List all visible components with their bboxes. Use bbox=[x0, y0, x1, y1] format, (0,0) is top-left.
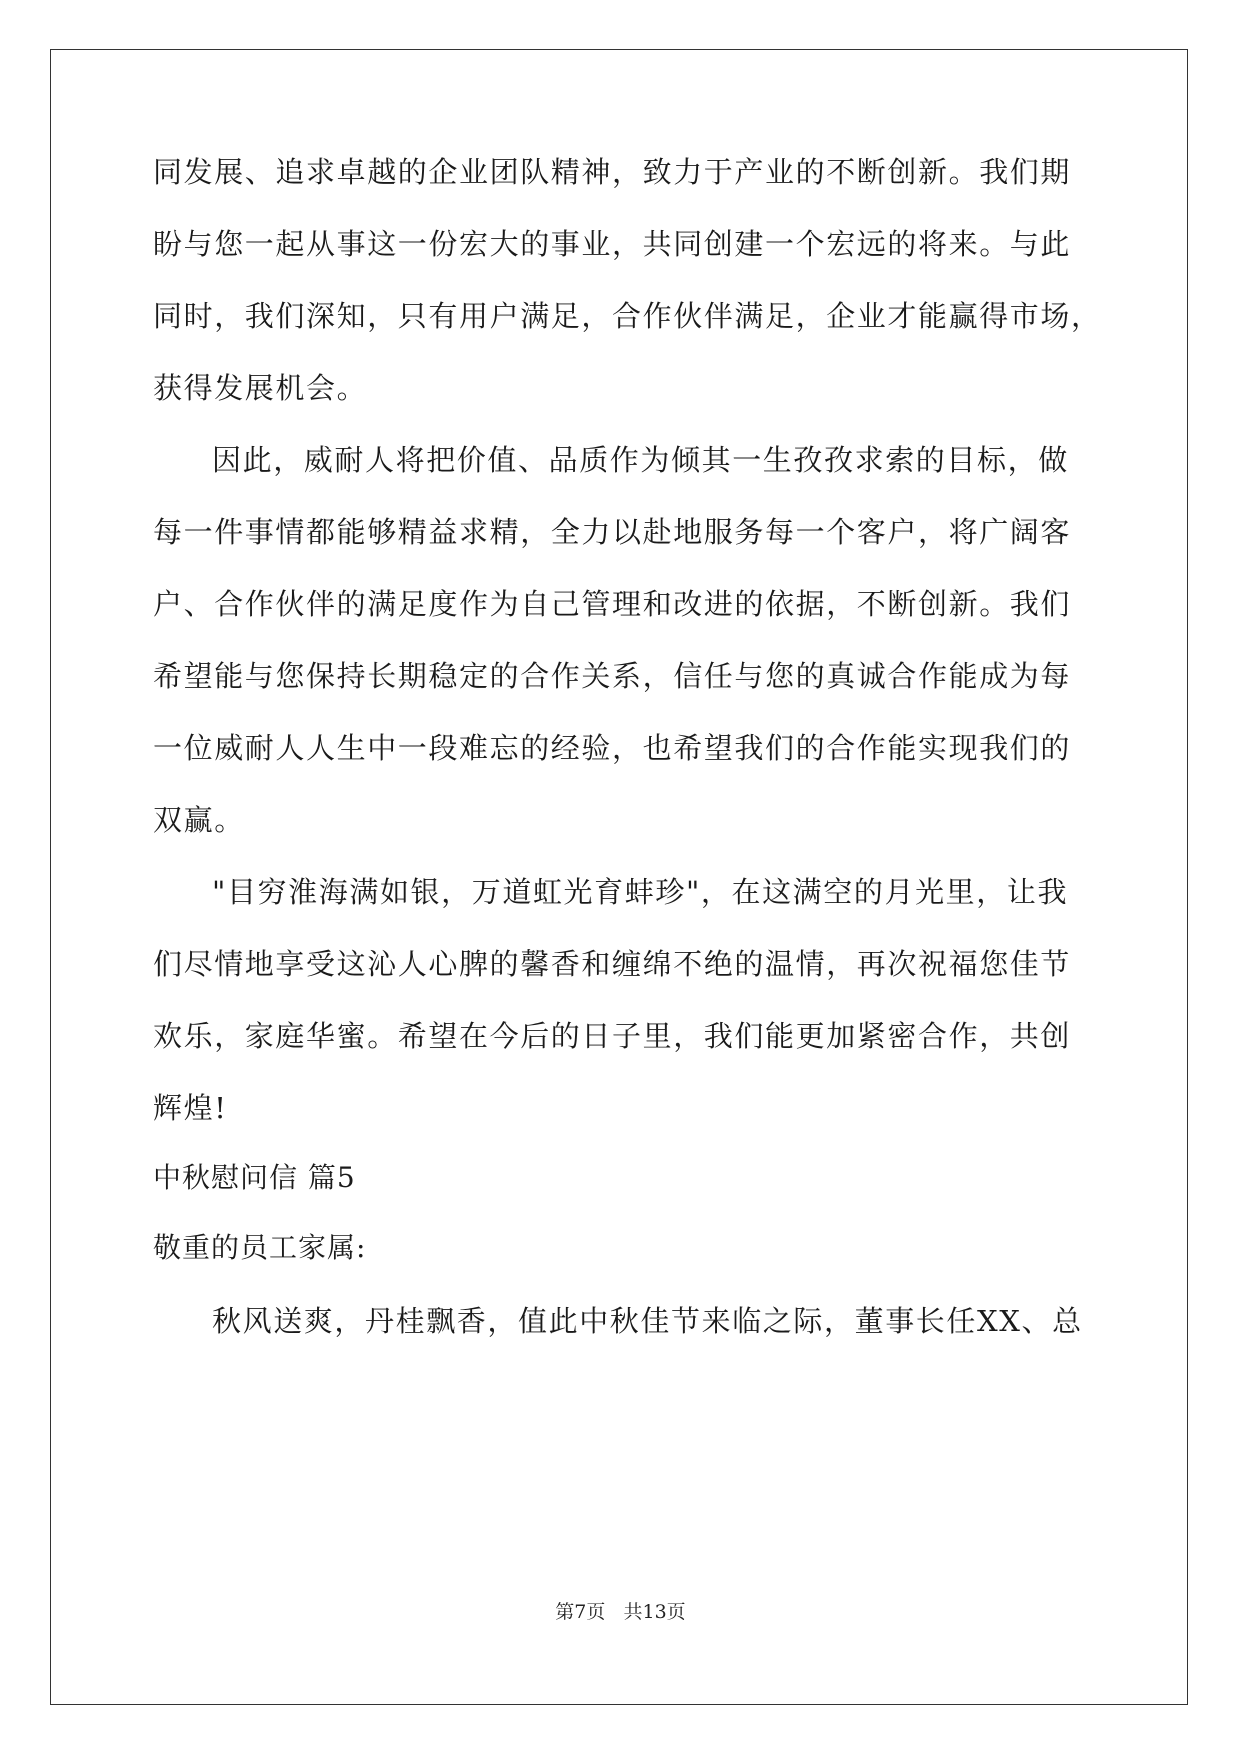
paragraph-2-line-2: 每一件事情都能够精益求精，全力以赴地服务每一个客户，将广阔客 bbox=[153, 515, 1072, 549]
page-number-footer: 第7页 共13页 bbox=[555, 1601, 686, 1623]
paragraph-3-line-3: 欢乐，家庭华蜜。希望在今后的日子里，我们能更加紧密合作，共创 bbox=[153, 1019, 1072, 1053]
paragraph-2-line-3: 户、合作伙伴的满足度作为自己管理和改进的依据，不断创新。我们 bbox=[153, 587, 1072, 621]
paragraph-3-line-1: "目穷淮海满如银，万道虹光育蚌珍"，在这满空的月光里，让我 bbox=[212, 875, 1069, 909]
paragraph-2-line-5: 一位威耐人人生中一段难忘的经验，也希望我们的合作能实现我们的 bbox=[153, 731, 1072, 765]
paragraph-2-line-6: 双赢。 bbox=[153, 803, 245, 837]
paragraph-2-line-1: 因此，威耐人将把价值、品质作为倾其一生孜孜求索的目标，做 bbox=[212, 443, 1069, 477]
paragraph-1-line-1: 同发展、追求卓越的企业团队精神，致力于产业的不断创新。我们期 bbox=[153, 155, 1072, 189]
paragraph-3-line-2: 们尽情地享受这沁人心脾的馨香和缠绵不绝的温情，再次祝福您佳节 bbox=[153, 947, 1072, 981]
salutation: 敬重的员工家属: bbox=[153, 1231, 367, 1264]
section-heading: 中秋慰问信 篇5 bbox=[153, 1161, 356, 1194]
paragraph-4-line-1: 秋风送爽，丹桂飘香，值此中秋佳节来临之际，董事长任XX、总 bbox=[212, 1304, 1083, 1338]
paragraph-3-line-4: 辉煌! bbox=[153, 1091, 228, 1125]
paragraph-1-line-4: 获得发展机会。 bbox=[153, 371, 368, 405]
paragraph-2-line-4: 希望能与您保持长期稳定的合作关系，信任与您的真诚合作能成为每 bbox=[153, 659, 1072, 693]
paragraph-1-line-3: 同时，我们深知，只有用户满足，合作伙伴满足，企业才能赢得市场， bbox=[153, 299, 1102, 333]
paragraph-1-line-2: 盼与您一起从事这一份宏大的事业，共同创建一个宏远的将来。与此 bbox=[153, 227, 1072, 261]
